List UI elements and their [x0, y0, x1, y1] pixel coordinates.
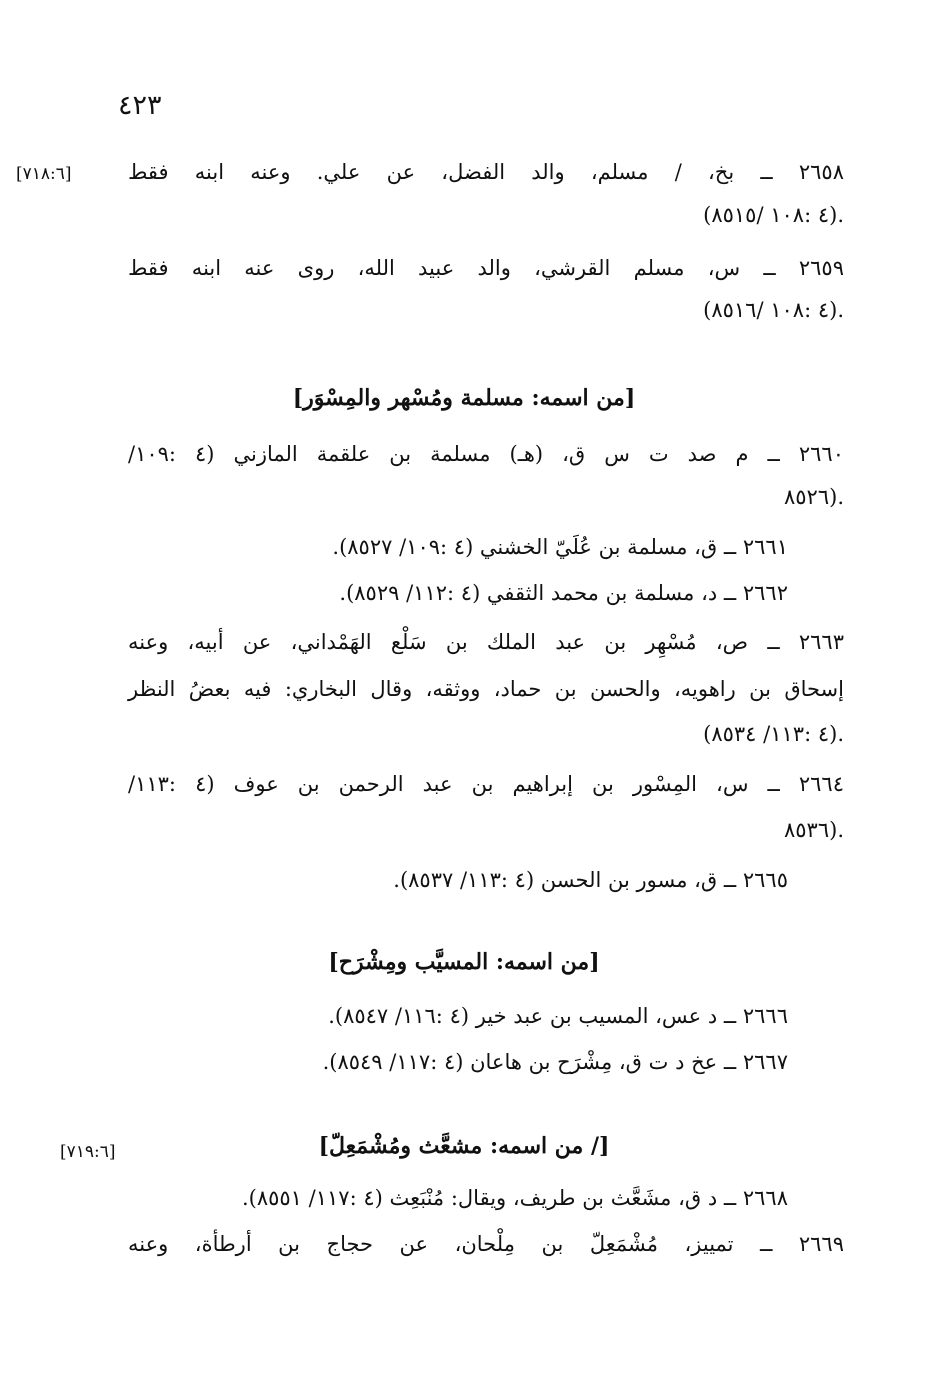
entry-line: ٢٦٥٨ ــ بخ، / مسلم، والد الفضل، عن علي. وعنه ابنه فقط: [128, 160, 844, 184]
entry-line: ٢٦٦١ ــ ق، مسلمة بن عُلَيّ الخشني (٤ :١٠٩/ ٨٥٢٧).: [332, 535, 788, 559]
entry-line: ٢٦٦٩ ــ تمييز، مُشْمَعِلّ بن مِلْحان، عن حجاج بن أرطأة، وعنه: [128, 1232, 844, 1256]
entry-line: ٨٥٢٦).: [784, 485, 844, 509]
margin-reference: [٧١٩:٦]: [60, 1142, 116, 1162]
entry-line: إسحاق بن راهويه، والحسن بن حماد، ووثقه، وقال البخاري: فيه بعضُ النظر: [128, 677, 844, 701]
entry-line: (٤ :١٠٨ /٨٥١٦).: [703, 298, 844, 322]
entry-line: ٢٦٦٨ ــ د ق، مشَعَّث بن طريف، ويقال: مُنْبَعِث (٤ :١١٧/ ٨٥٥١).: [241, 1186, 788, 1210]
section-heading: [من اسمه: مسلمة ومُسْهر والمِسْوَر]: [292, 385, 636, 411]
page-number: ٤٢٣: [118, 90, 162, 121]
entry-line: ٨٥٣٦).: [784, 818, 844, 842]
entry-line: ٢٦٥٩ ــ س، مسلم القرشي، والد عبيد الله، روى عنه ابنه فقط: [128, 256, 844, 280]
entry-line: ٢٦٦٣ ــ ص، مُسْهِر بن عبد الملك بن سَلْع الهَمْداني، عن أبيه، وعنه: [128, 630, 844, 654]
entry-line: ٢٦٦٦ ــ د عس، المسيب بن عبد خير (٤ :١١٦/ ٨٥٤٧).: [328, 1004, 788, 1028]
section-heading: [من اسمه: المسيَّب ومِشْرَح]: [328, 949, 600, 975]
entry-line: ٢٦٦٥ ــ ق، مسور بن الحسن (٤ :١١٣/ ٨٥٣٧).: [393, 868, 788, 892]
entry-line: (٤ :١٠٨ /٨٥١٥).: [703, 203, 844, 227]
entry-line: ٢٦٦٧ ــ عخ د ت ق، مِشْرَح بن هاعان (٤ :١١٧/ ٨٥٤٩).: [322, 1050, 788, 1074]
entry-line: ٢٦٦٠ ــ م صد ت س ق، (هـ) مسلمة بن علقمة المازني (٤ :١٠٩/: [128, 442, 844, 466]
section-heading: [/ من اسمه: مشعَّث ومُشْمَعِلّ]: [318, 1133, 610, 1159]
entry-line: (٤ :١١٣/ ٨٥٣٤).: [703, 722, 844, 746]
margin-reference: [٧١٨:٦]: [16, 164, 72, 184]
entry-line: ٢٦٦٤ ــ س، المِسْور بن إبراهيم بن عبد الرحمن بن عوف (٤ :١١٣/: [128, 772, 844, 796]
entry-line: ٢٦٦٢ ــ د، مسلمة بن محمد الثقفي (٤ :١١٢/ ٨٥٢٩).: [339, 581, 788, 605]
